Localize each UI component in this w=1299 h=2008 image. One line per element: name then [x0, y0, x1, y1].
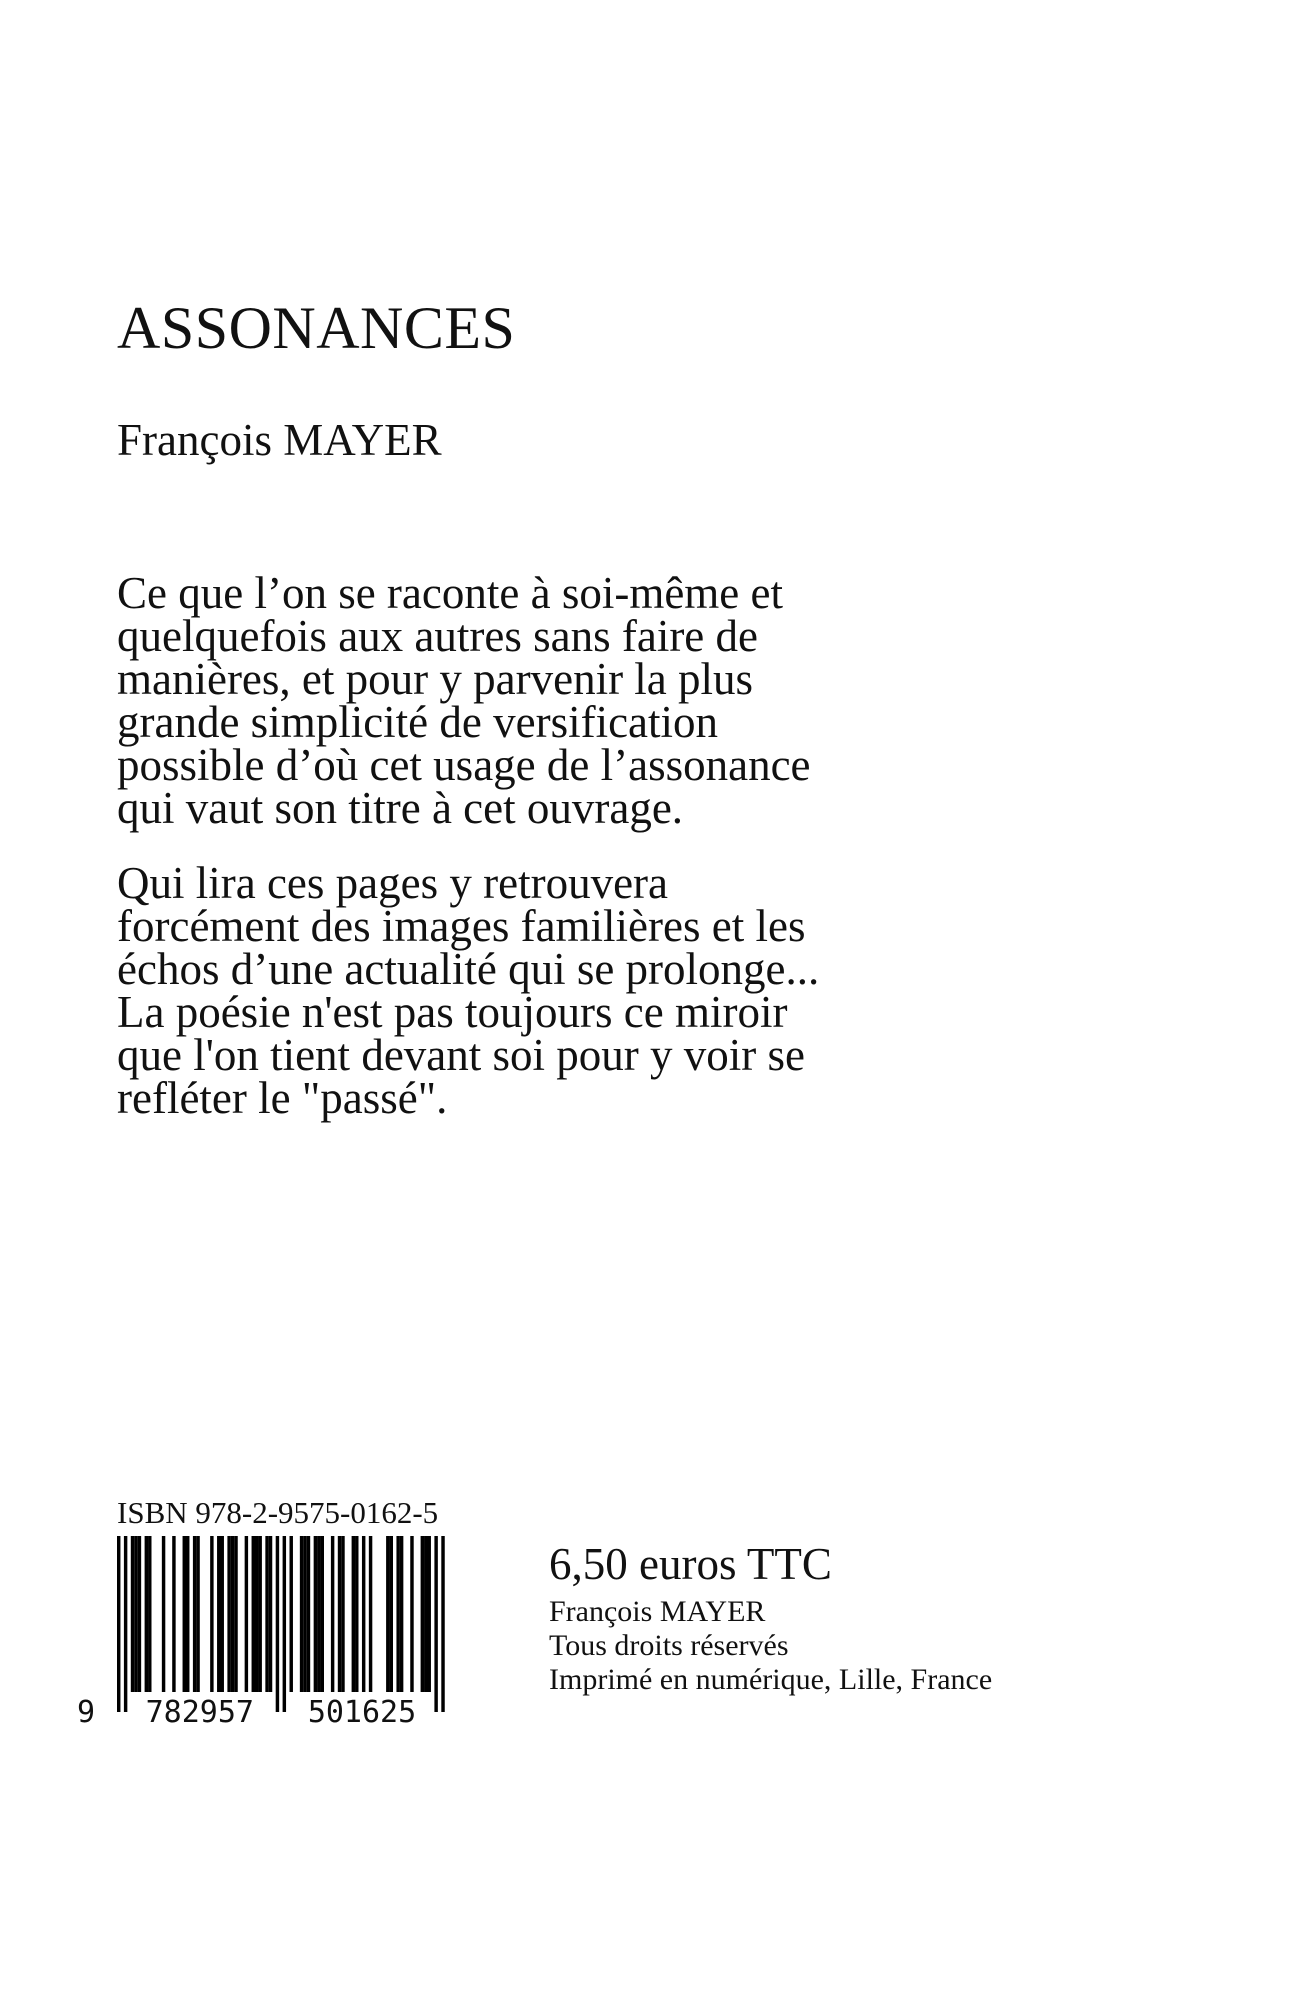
barcode-bar — [424, 1536, 427, 1692]
barcode-bar — [317, 1536, 320, 1692]
blurb-line: La poésie n'est pas toujours ce miroir — [117, 987, 788, 1037]
barcode-bar — [193, 1536, 196, 1692]
barcode-bar — [428, 1536, 431, 1692]
barcode-bar — [196, 1536, 199, 1692]
blurb-line: forcément des images familières et les — [117, 901, 806, 951]
blurb-line: possible d’où cet usage de l’assonance — [117, 740, 811, 790]
book-title: ASSONANCES — [117, 295, 516, 361]
barcode-bar — [258, 1536, 261, 1692]
barcode-bar — [145, 1536, 148, 1692]
isbn-barcode — [72, 1536, 492, 1726]
barcode-bar — [255, 1536, 258, 1692]
barcode-bar — [421, 1536, 424, 1692]
blurb-line: Qui lira ces pages y retrouvera — [117, 858, 669, 908]
barcode-bar — [331, 1536, 334, 1692]
barcode-bar — [386, 1536, 389, 1692]
blurb-line: quelquefois aux autres sans faire de — [117, 611, 759, 661]
barcode-bar — [269, 1536, 272, 1692]
barcode-bar — [148, 1536, 151, 1692]
barcode-bar — [441, 1536, 444, 1712]
barcode-bar — [217, 1536, 220, 1692]
barcode-right-digits: 501625 — [307, 1695, 417, 1726]
barcode-graphic — [72, 1536, 492, 1726]
blurb-line: qui vaut son titre à cet ouvrage. — [117, 783, 684, 833]
barcode-bar — [352, 1536, 355, 1692]
barcode-bar — [134, 1536, 137, 1692]
barcode-bar — [276, 1536, 279, 1712]
barcode-bar — [290, 1536, 293, 1692]
blurb-paragraph-1 — [117, 568, 1117, 833]
price: 6,50 euros TTC — [549, 1539, 832, 1589]
barcode-bar — [341, 1536, 344, 1692]
barcode-bar — [117, 1536, 120, 1712]
barcode-bar — [303, 1536, 306, 1692]
barcode-bar — [231, 1536, 234, 1692]
rights-notice: Tous droits réservés — [549, 1629, 789, 1662]
blurb-paragraph-2 — [117, 858, 1117, 1123]
barcode-bar — [283, 1536, 286, 1712]
barcode-bar — [321, 1536, 324, 1692]
barcode-bar — [227, 1536, 230, 1692]
publisher: François MAYER — [549, 1595, 766, 1628]
blurb-line: échos d’une actualité qui se prolonge... — [117, 944, 820, 994]
barcode-bar — [307, 1536, 310, 1692]
book-author: François MAYER — [117, 415, 442, 465]
barcode-first-digit: 9 — [76, 1695, 96, 1726]
barcode-bar — [410, 1536, 413, 1692]
barcode-bar — [234, 1536, 237, 1692]
blurb-line: Ce que l’on se raconte à soi-même et — [117, 568, 783, 618]
blurb-line: grande simplicité de versification — [117, 697, 719, 747]
isbn-label: ISBN 978-2-9575-0162-5 — [117, 1495, 439, 1530]
barcode-bar — [172, 1536, 175, 1692]
barcode-bar — [183, 1536, 186, 1692]
blurb-line: manières, et pour y parvenir la plus — [117, 654, 754, 704]
barcode-bar — [138, 1536, 141, 1692]
barcode-bar — [252, 1536, 255, 1692]
barcode-bar — [124, 1536, 127, 1712]
barcode-bar — [210, 1536, 213, 1692]
blurb-line: que l'on tient devant soi pour y voir se — [117, 1030, 805, 1080]
barcode-bar — [314, 1536, 317, 1692]
barcode-bar — [390, 1536, 393, 1692]
barcode-left-digits: 782957 — [145, 1695, 254, 1726]
barcode-bar — [355, 1536, 358, 1692]
barcode-bar — [362, 1536, 365, 1692]
barcode-bar — [400, 1536, 403, 1692]
barcode-bar — [300, 1536, 303, 1692]
barcode-bar — [369, 1536, 372, 1692]
barcode-bar — [186, 1536, 189, 1692]
barcode-bar — [396, 1536, 399, 1692]
barcode-bar — [221, 1536, 224, 1692]
blurb-line: refléter le "passé". — [117, 1073, 448, 1123]
barcode-bar — [162, 1536, 165, 1692]
printing-info: Imprimé en numérique, Lille, France — [549, 1663, 993, 1696]
barcode-bar — [265, 1536, 268, 1692]
barcode-bars — [117, 1536, 445, 1712]
barcode-bar — [338, 1536, 341, 1692]
barcode-bar — [434, 1536, 437, 1712]
barcode-bar — [131, 1536, 134, 1692]
barcode-bar — [245, 1536, 248, 1692]
